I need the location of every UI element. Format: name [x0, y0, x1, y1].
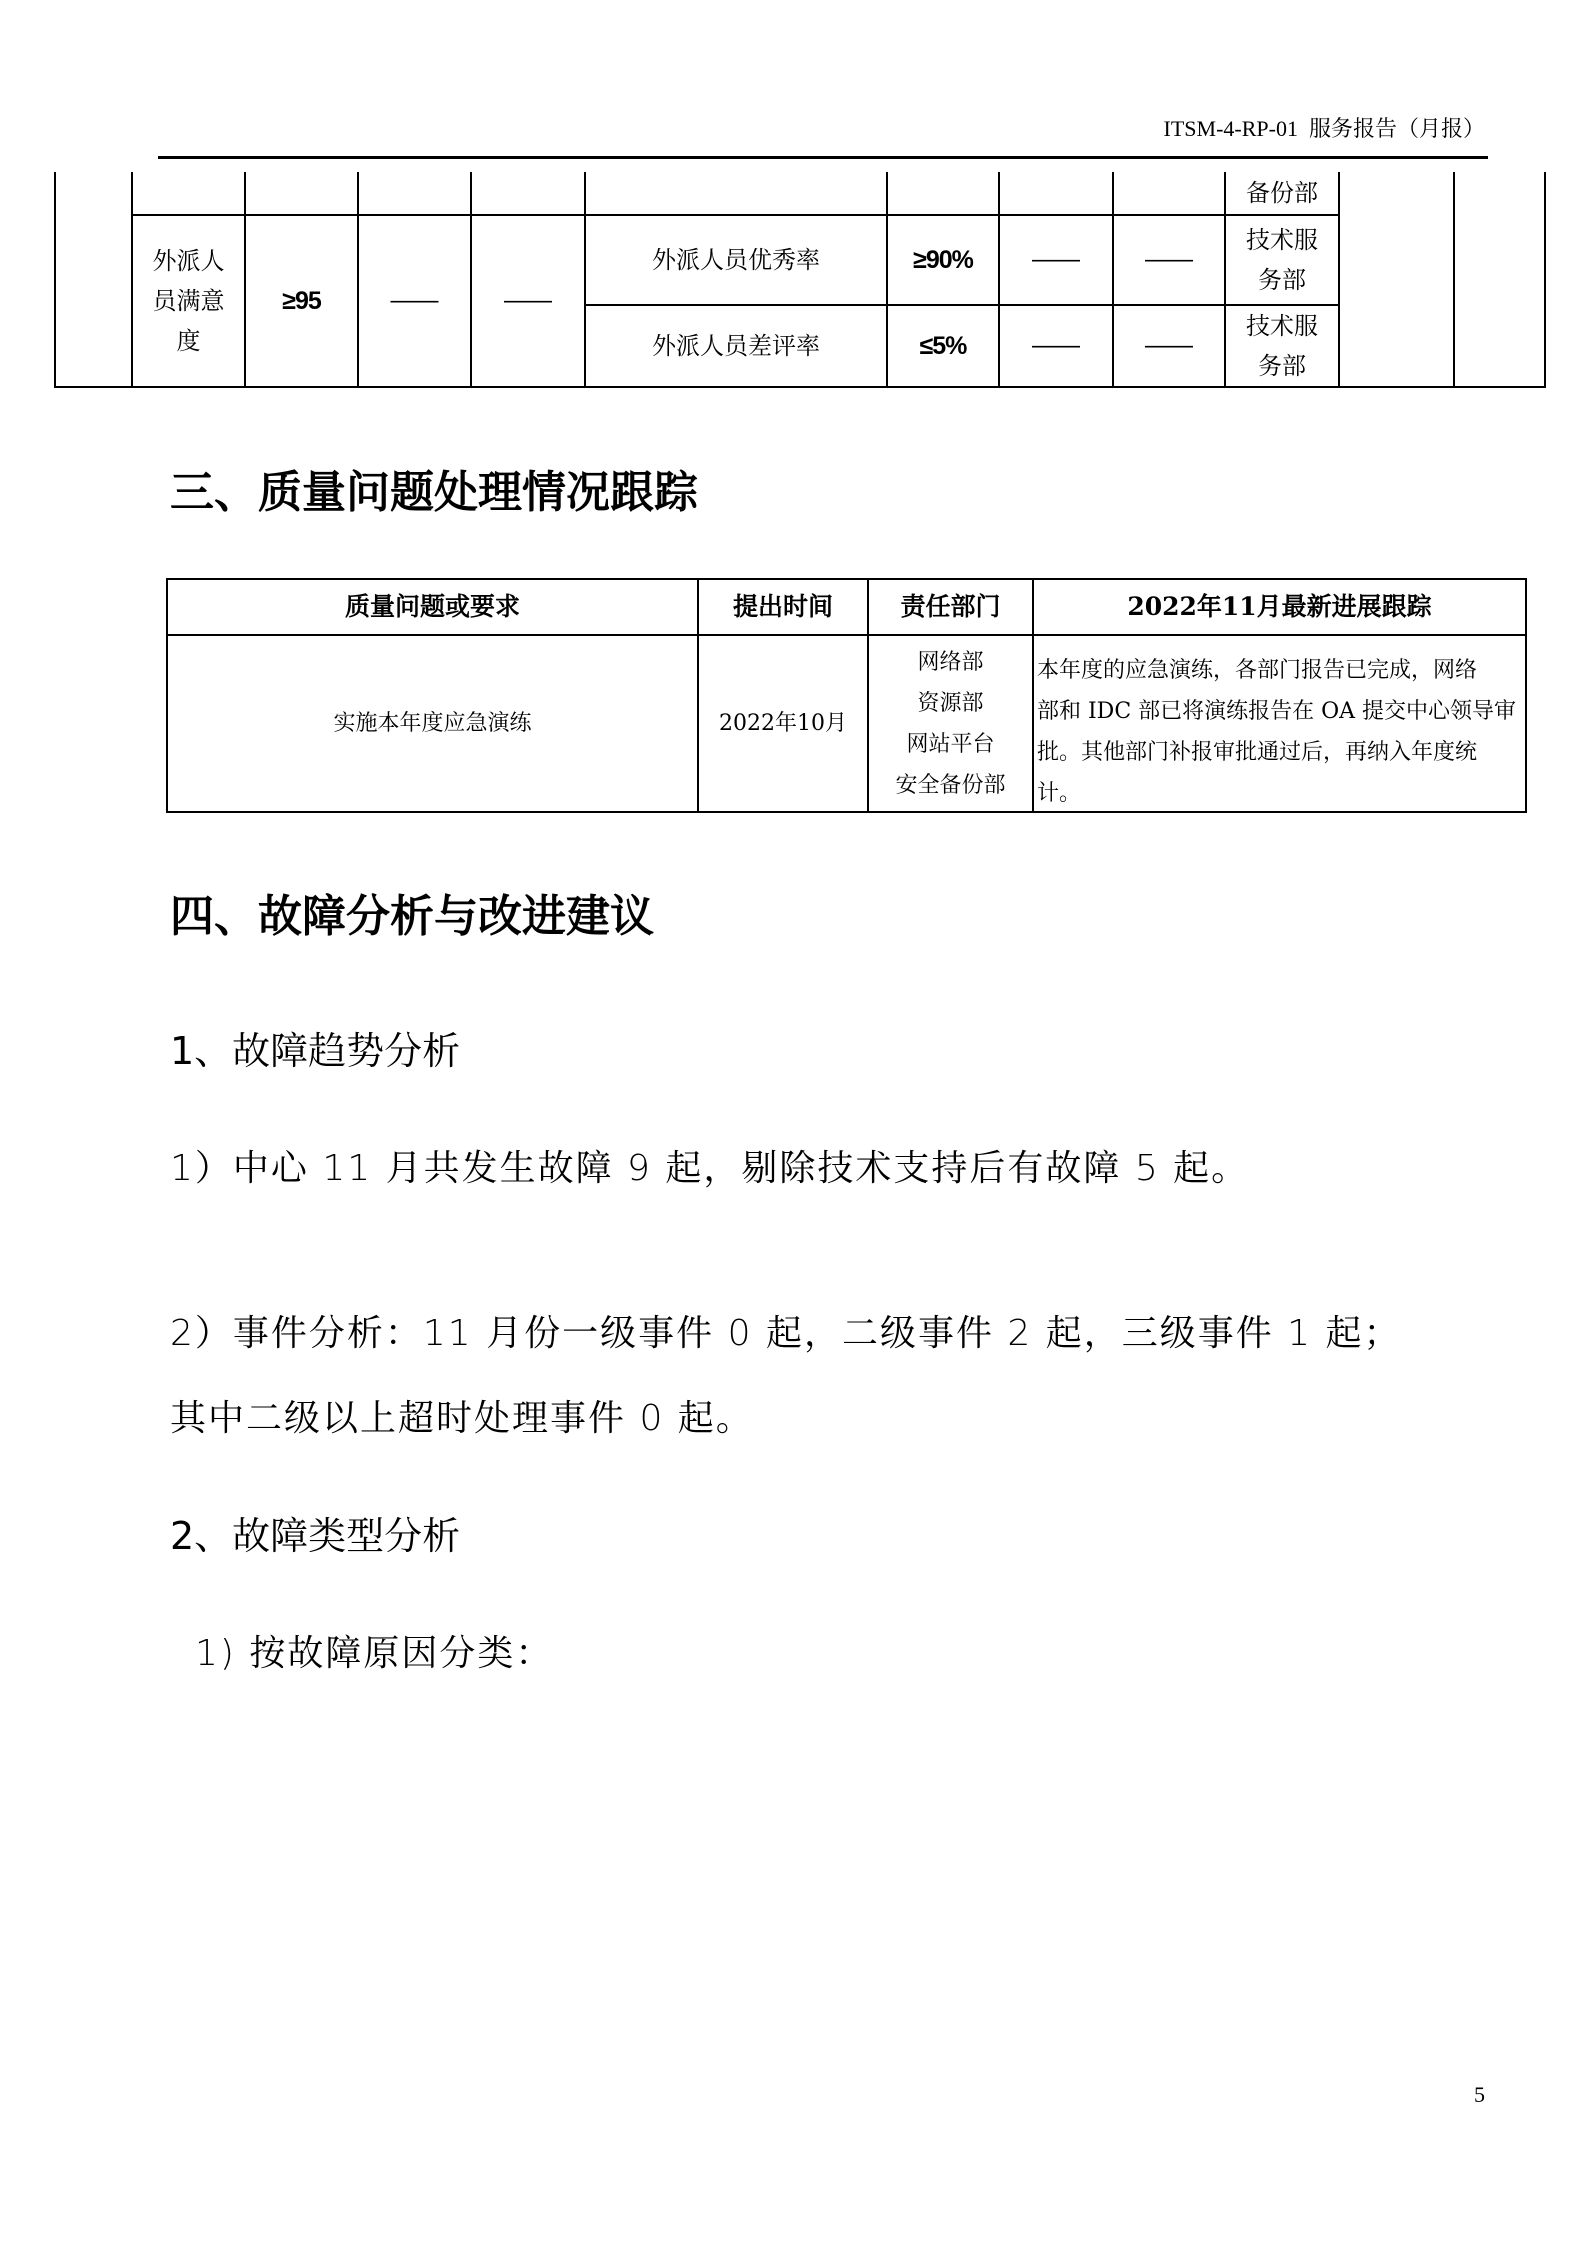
- doc-title: 服务报告（月报）: [1308, 116, 1485, 141]
- document-header: [1164, 112, 1485, 143]
- column-header: 质量问题或要求: [344, 592, 520, 621]
- list-item: 1) 按故障原因分类：: [195, 1633, 554, 1674]
- column-header: 2022年11月最新进展跟踪: [1127, 592, 1432, 621]
- dept-cell: 技术服 务部: [1246, 312, 1318, 380]
- section-3-title: 三、质量问题处理情况跟踪: [170, 467, 698, 518]
- indicator-value: ——: [1032, 332, 1080, 359]
- page-number: 5: [1474, 2082, 1485, 2107]
- paragraph: 其中二级以上超时处理事件 0 起。: [170, 1398, 754, 1439]
- paragraph: 2）事件分析：11 月份一级事件 0 起，二级事件 2 起，三级事件 1 起；: [170, 1313, 1402, 1354]
- subsection-title: 2、故障类型分析: [170, 1514, 461, 1558]
- subsection-title: 1、故障趋势分析: [170, 1029, 461, 1073]
- paragraph: 1）中心 11 月共发生故障 9 起，剔除技术支持后有故障 5 起。: [170, 1148, 1250, 1189]
- dept-cell: 备份部: [1246, 179, 1318, 207]
- indicator-name: 外派人员差评率: [652, 332, 820, 360]
- date-cell: 2022年10月: [719, 711, 847, 736]
- indicator-value: ——: [1145, 246, 1193, 273]
- indicator-name: 外派人员优秀率: [652, 246, 820, 274]
- doc-code: ITSM-4-RP-01: [1163, 116, 1298, 141]
- kpi-group-target: ≥95: [282, 287, 321, 315]
- progress-cell: 本年度的应急演练，各部门报告已完成，网络 部和 IDC 部已将演练报告在 OA 提交中心领导审 批。其他部门补报审批通过后，再纳入年度统 计。: [1037, 658, 1517, 806]
- indicator-value: ——: [1145, 332, 1193, 359]
- column-header: 提出时间: [732, 592, 833, 621]
- dept-cell: 技术服 务部: [1246, 226, 1318, 294]
- kpi-group-value: ——: [390, 287, 439, 314]
- column-header: 责任部门: [900, 592, 1001, 621]
- section-4-title: 四、故障分析与改进建议: [170, 891, 654, 942]
- indicator-target: ≥90%: [913, 246, 973, 274]
- quality-issue-table: [166, 578, 1527, 813]
- responsible-depts-cell: 网络部 资源部 网站平台 安全备份部: [895, 649, 1006, 798]
- kpi-table-continuation: [54, 172, 1546, 388]
- kpi-group-name: 外派人 员满意 度: [152, 247, 225, 355]
- header-rule: [158, 156, 1488, 159]
- kpi-group-value: ——: [504, 287, 552, 314]
- indicator-target: ≤5%: [919, 332, 967, 360]
- indicator-value: ——: [1032, 246, 1080, 273]
- issue-cell: 实施本年度应急演练: [333, 711, 532, 736]
